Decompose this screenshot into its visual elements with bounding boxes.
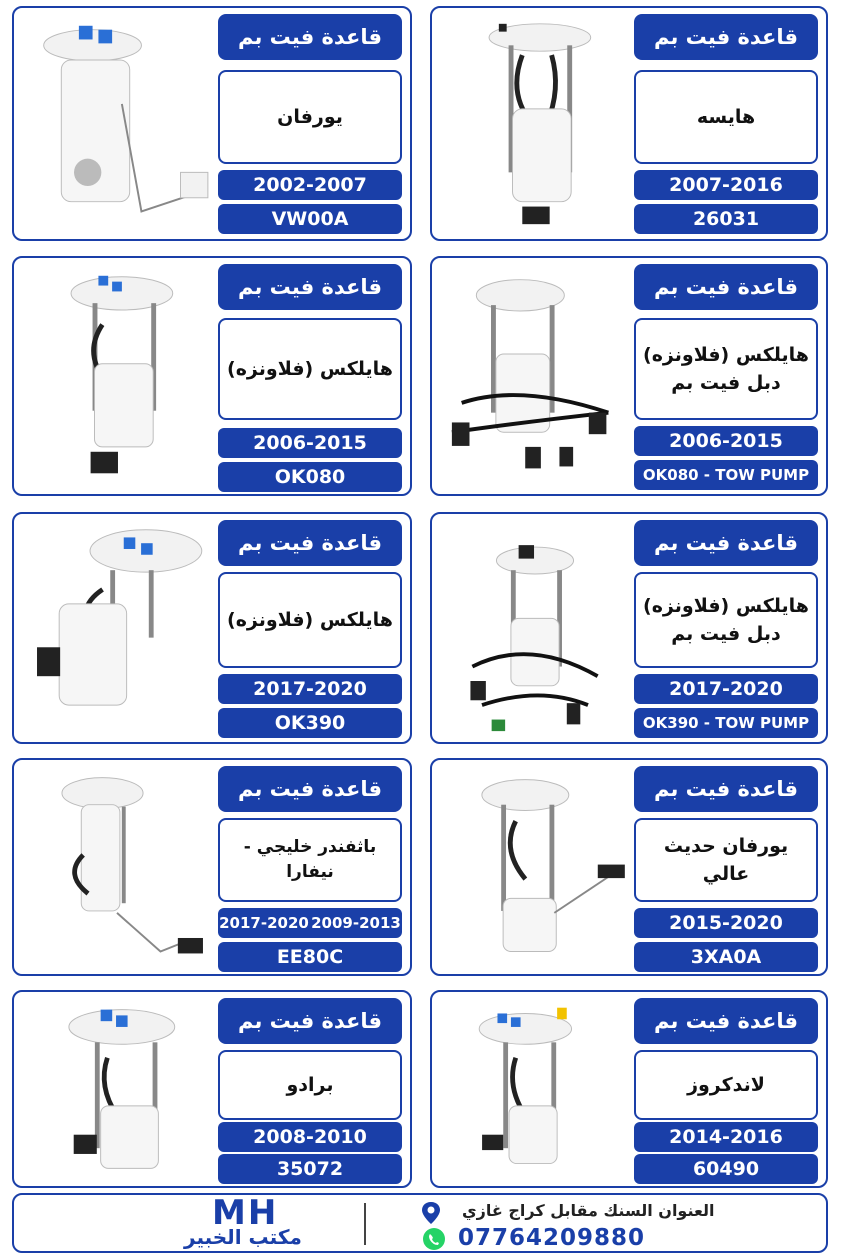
model-years: 2007-2016 <box>634 170 818 200</box>
card-title: قاعدة فيت بم <box>218 14 402 60</box>
part-code: OK390 <box>218 708 402 738</box>
model-years-a: 2017-2020 <box>219 914 309 932</box>
brand-logo: MH <box>212 1193 279 1233</box>
footer-divider <box>364 1203 366 1245</box>
product-card-prado[interactable] <box>12 990 412 1188</box>
model-years-b: 2009-2013 <box>311 914 401 932</box>
phone-number[interactable]: 07764209880 <box>458 1225 646 1251</box>
model-years: 2006-2015 <box>218 428 402 458</box>
card-title: قاعدة فيت بم <box>218 998 402 1044</box>
card-title: قاعدة فيت بم <box>634 520 818 566</box>
fuel-pump-image <box>22 16 212 231</box>
part-code: VW00A <box>218 204 402 234</box>
model-name: هايلكس (فلاونزه) دبل فيت بم <box>634 572 818 668</box>
fuel-pump-image <box>22 266 212 486</box>
product-card-landcruiser[interactable] <box>430 990 828 1188</box>
part-code: 35072 <box>218 1154 402 1184</box>
product-card-hilux[interactable] <box>12 256 412 496</box>
model-years <box>218 908 402 938</box>
card-title: قاعدة فيت بم <box>218 766 402 812</box>
model-name: يورفان <box>218 70 402 164</box>
location-pin-icon <box>420 1201 442 1225</box>
model-years: 2015-2020 <box>634 908 818 938</box>
fuel-pump-image <box>22 768 212 966</box>
model-name: لاندكروز <box>634 1050 818 1120</box>
product-card-hiace[interactable] <box>430 6 828 241</box>
part-code: OK080 <box>218 462 402 492</box>
model-years: 2014-2016 <box>634 1122 818 1152</box>
model-name: يورفان حديث عالي <box>634 818 818 902</box>
fuel-pump-image <box>440 522 630 734</box>
product-card-hilux-2017[interactable] <box>12 512 412 744</box>
model-name: هايسه <box>634 70 818 164</box>
model-name: هايلكس (فلاونزه) <box>218 572 402 668</box>
whatsapp-icon[interactable] <box>422 1227 446 1251</box>
card-title: قاعدة فيت بم <box>634 766 818 812</box>
model-name: هايلكس (فلاونزه) <box>218 318 402 420</box>
product-card-pathfinder[interactable] <box>12 758 412 976</box>
part-code: EE80C <box>218 942 402 972</box>
model-name: هايلكس (فلاونزه) دبل فيت بم <box>634 318 818 420</box>
product-card-hilux-dual-2017[interactable] <box>430 512 828 744</box>
model-years: 2002-2007 <box>218 170 402 200</box>
card-title: قاعدة فيت بم <box>634 14 818 60</box>
fuel-pump-image <box>440 1000 630 1178</box>
fuel-pump-image <box>440 768 630 966</box>
part-code: 26031 <box>634 204 818 234</box>
brand-subtitle: مكتب الخبير <box>184 1225 302 1249</box>
product-card-hilux-dual[interactable] <box>430 256 828 496</box>
card-title: قاعدة فيت بم <box>218 520 402 566</box>
model-years: 2006-2015 <box>634 426 818 456</box>
part-code: OK080 - TOW PUMP <box>634 460 818 490</box>
fuel-pump-image <box>22 1000 212 1178</box>
product-card-eurovan-new[interactable] <box>430 758 828 976</box>
model-name: برادو <box>218 1050 402 1120</box>
model-years: 2017-2020 <box>218 674 402 704</box>
part-code: 3XA0A <box>634 942 818 972</box>
fuel-pump-image <box>440 16 630 231</box>
fuel-pump-image <box>22 522 212 734</box>
card-title: قاعدة فيت بم <box>634 998 818 1044</box>
model-years: 2017-2020 <box>634 674 818 704</box>
part-code: OK390 - TOW PUMP <box>634 708 818 738</box>
contact-footer <box>12 1193 828 1253</box>
product-card-eurovan[interactable] <box>12 6 412 241</box>
model-name: باثفندر خليجي - نيفارا <box>218 818 402 902</box>
model-years: 2008-2010 <box>218 1122 402 1152</box>
card-title: قاعدة فيت بم <box>218 264 402 310</box>
address-text: العنوان السنك مقابل كراج غازي <box>462 1201 715 1220</box>
fuel-pump-image <box>440 266 630 486</box>
card-title: قاعدة فيت بم <box>634 264 818 310</box>
part-code: 60490 <box>634 1154 818 1184</box>
